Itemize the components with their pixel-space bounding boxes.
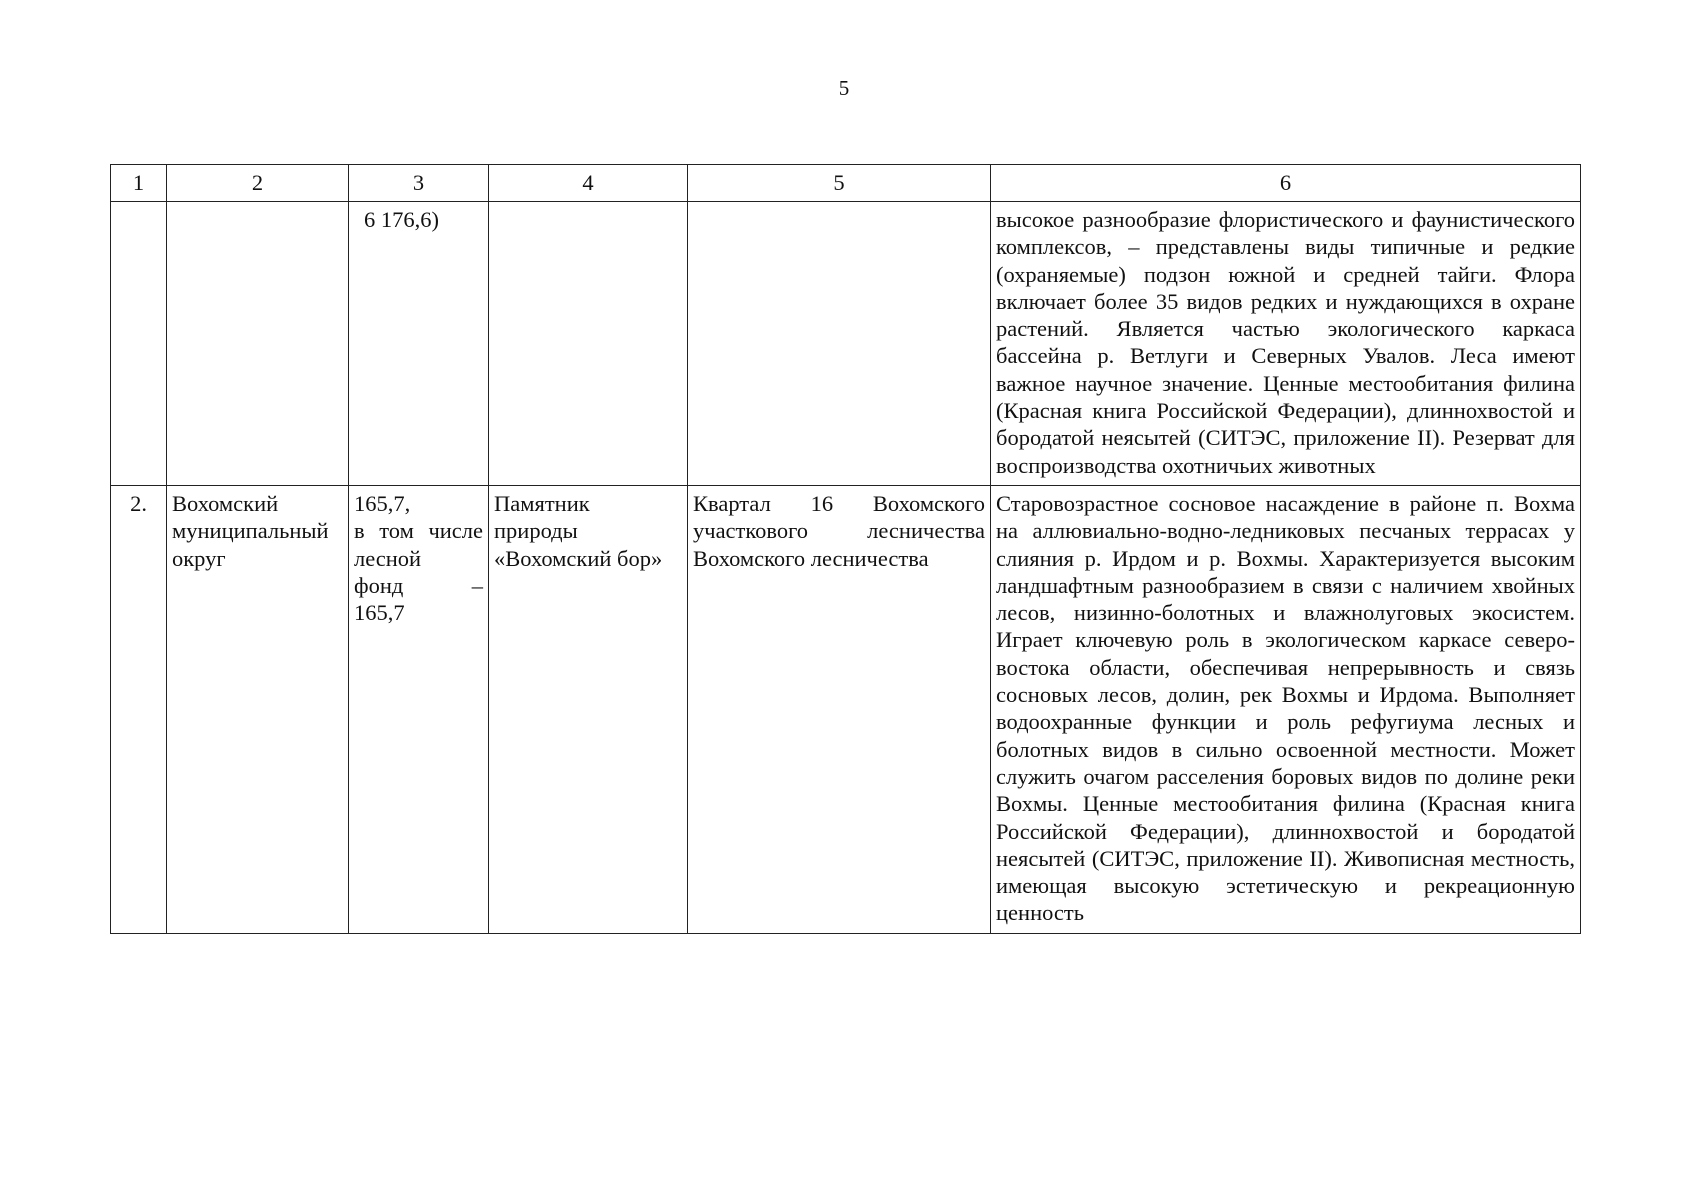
row2-location-line: участкового лесничества bbox=[693, 518, 985, 544]
row2-district-line: Вохомский bbox=[172, 490, 279, 516]
row2-district-cell bbox=[167, 485, 349, 933]
row2-category-cell bbox=[489, 485, 688, 933]
row1-description-cell: высокое разнообразие флористического и фаунистического комплексов, – представлены виды типичные и редкие (охраняемые) подзон южной и средней тайги. Флора включает более 35 видов редких и нуждающихся в охране растений. Является частью экологического каркаса бассейна р. Ветлуги и Северных Увалов. Леса имеют важное научное значение. Ценные местообитания филина (Красная книга Российской Федерации), длиннохвостой и бородатой неясытей (СИТЭС, приложение II). Резерват для воспроизводства охотничьих животных bbox=[991, 202, 1581, 486]
row2-district-line: округ bbox=[172, 545, 226, 571]
row2-location-line: Вохомского лесничества bbox=[693, 545, 929, 571]
row2-area-line: лесной bbox=[354, 545, 422, 571]
header-cell-6: 6 bbox=[991, 165, 1581, 202]
row2-area-cell bbox=[349, 485, 489, 933]
document-table bbox=[110, 164, 1581, 934]
header-cell-3: 3 bbox=[349, 165, 489, 202]
row1-location-cell bbox=[688, 202, 991, 486]
page-number: 5 bbox=[838, 76, 850, 100]
row2-district-line: муниципальный bbox=[172, 518, 329, 544]
row2-location-cell bbox=[688, 485, 991, 933]
header-cell-1: 1 bbox=[111, 165, 167, 202]
row1-area-line: 6 176,6) bbox=[364, 207, 439, 232]
row1-number-cell bbox=[111, 202, 167, 486]
row2-area-line: в том числе bbox=[354, 518, 483, 544]
row2-location-line: Квартал 16 Вохомского bbox=[693, 490, 985, 516]
row2-category-line: природы bbox=[494, 518, 578, 544]
row2-category-line: «Вохомский бор» bbox=[494, 545, 663, 571]
row2-area-line: фонд – bbox=[354, 572, 483, 598]
header-cell-5: 5 bbox=[688, 165, 991, 202]
header-cell-2: 2 bbox=[167, 165, 349, 202]
row2-area-line: 165,7 bbox=[354, 600, 405, 626]
row2-description-cell: Старовозрастное сосновое насаждение в районе п. Вохма на аллювиально-водно-ледниковых песчаных террасах у слияния р. Ирдом и р. Вохмы. Характеризуется высоким ландшафтным разнообразием в связи с наличием хвойных лесов, низинно-болотных и влажнолуговых экосистем. Играет ключевую роль в экологическом каркасе северо-востока области, обеспечивая непрерывность и связь сосновых лесов, долин, рек Вохмы и Ирдома. Выполняет водоохранные функции и роль рефугиума лесных и болотных видов в сильно освоенной местности. Может служить очагом расселения боровых видов по долине реки Вохмы. Ценные местообитания филина (Красная книга Российской Федерации), длиннохвостой и бородатой неясытей (СИТЭС, приложение II). Живописная местность, имеющая высокую эстетическую и рекреационную ценность bbox=[991, 485, 1581, 933]
row2-category-line: Памятник bbox=[494, 490, 590, 516]
row2-area-line: 165,7, bbox=[354, 490, 411, 516]
row2-number-cell: 2. bbox=[111, 485, 167, 933]
row1-district-cell bbox=[167, 202, 349, 486]
row1-area-cell bbox=[349, 202, 489, 486]
row1-category-cell bbox=[489, 202, 688, 486]
table-row bbox=[111, 485, 1581, 933]
header-cell-4: 4 bbox=[489, 165, 688, 202]
table-row bbox=[111, 202, 1581, 486]
table-header-row bbox=[111, 165, 1581, 202]
